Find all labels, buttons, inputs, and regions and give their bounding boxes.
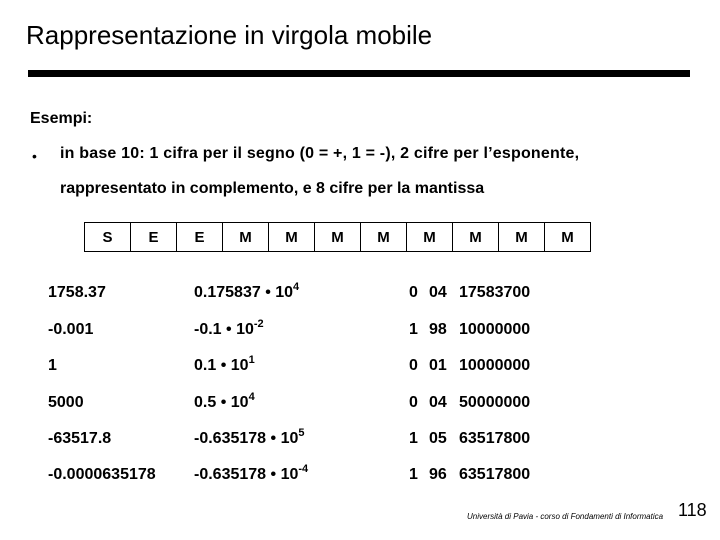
multiply-dot: • bbox=[220, 357, 227, 374]
format-cell-mantissa: M bbox=[315, 223, 361, 252]
mantissa-value: 0.5 bbox=[194, 394, 217, 411]
base-value: 10 bbox=[280, 466, 299, 483]
encoded-sign: 1 bbox=[409, 430, 418, 447]
exponent-value: -4 bbox=[298, 463, 309, 475]
mantissa-value: 0.175837 bbox=[194, 284, 261, 301]
encoded-form bbox=[409, 321, 530, 339]
encoded-exponent: 04 bbox=[429, 394, 447, 411]
format-cell-sign: S bbox=[85, 223, 131, 252]
normalized-form bbox=[194, 463, 309, 484]
multiply-dot: • bbox=[270, 466, 277, 483]
slide-title: Rappresentazione in virgola mobile bbox=[26, 20, 433, 50]
base-value: 10 bbox=[275, 284, 294, 301]
format-cell-mantissa: M bbox=[545, 223, 591, 252]
bullet-marker: • bbox=[32, 148, 37, 164]
normalized-form bbox=[194, 427, 305, 448]
format-cell-mantissa: M bbox=[223, 223, 269, 252]
decimal-value: -0.001 bbox=[48, 321, 94, 338]
exponent-value: -2 bbox=[253, 318, 264, 330]
multiply-dot: • bbox=[270, 430, 277, 447]
encoded-exponent: 01 bbox=[429, 357, 447, 374]
encoded-exponent: 04 bbox=[429, 284, 447, 301]
section-label: Esempi: bbox=[30, 110, 93, 127]
decimal-value: 1758.37 bbox=[48, 284, 106, 301]
multiply-dot: • bbox=[226, 321, 232, 338]
normalized-form bbox=[194, 354, 255, 375]
exponent-value: 4 bbox=[293, 281, 300, 293]
multiply-dot: • bbox=[265, 284, 271, 301]
format-cell-mantissa: M bbox=[269, 223, 315, 252]
example-row bbox=[0, 318, 720, 345]
encoded-mantissa: 10000000 bbox=[459, 321, 531, 338]
mantissa-value: -0.1 bbox=[194, 321, 222, 338]
mantissa-value: -0.635178 bbox=[194, 466, 267, 483]
encoded-mantissa: 10000000 bbox=[459, 357, 531, 374]
base-value: 10 bbox=[236, 321, 254, 338]
encoded-mantissa: 63517800 bbox=[459, 466, 531, 483]
encoded-form bbox=[409, 284, 530, 302]
example-row bbox=[0, 427, 720, 454]
encoded-sign: 1 bbox=[409, 321, 418, 338]
exponent-value: 1 bbox=[248, 354, 255, 366]
example-row bbox=[0, 281, 720, 308]
encoded-sign: 0 bbox=[409, 284, 418, 301]
decimal-value: -63517.8 bbox=[48, 430, 112, 447]
base-value: 10 bbox=[230, 357, 249, 374]
bullet-text-line-1: in base 10: 1 cifra per il segno (0 = +, 1 = -), 2 cifre per l’esponente, bbox=[60, 145, 580, 162]
format-cell-mantissa: M bbox=[453, 223, 499, 252]
encoded-exponent: 98 bbox=[429, 321, 447, 338]
decimal-value: 5000 bbox=[48, 394, 84, 411]
page-number: 118 bbox=[678, 500, 707, 520]
encoded-exponent: 05 bbox=[429, 430, 447, 447]
format-cell-mantissa: M bbox=[361, 223, 407, 252]
encoded-sign: 0 bbox=[409, 357, 418, 374]
mantissa-value: -0.635178 bbox=[194, 430, 267, 447]
encoded-sign: 0 bbox=[409, 394, 418, 411]
base-value: 10 bbox=[230, 394, 249, 411]
format-row bbox=[85, 223, 591, 252]
encoded-form bbox=[409, 430, 530, 448]
exponent-value: 5 bbox=[298, 427, 305, 439]
normalized-form bbox=[194, 318, 264, 339]
format-table bbox=[84, 222, 591, 252]
encoded-mantissa: 50000000 bbox=[459, 394, 531, 411]
encoded-sign: 1 bbox=[409, 466, 418, 483]
encoded-exponent: 96 bbox=[429, 466, 447, 483]
example-row bbox=[0, 391, 720, 418]
example-row bbox=[0, 463, 720, 490]
mantissa-value: 0.1 bbox=[194, 357, 217, 374]
example-row bbox=[0, 354, 720, 381]
format-cell-exponent: E bbox=[131, 223, 177, 252]
multiply-dot: • bbox=[220, 394, 227, 411]
format-cell-mantissa: M bbox=[499, 223, 545, 252]
title-divider bbox=[28, 70, 690, 77]
encoded-mantissa: 17583700 bbox=[459, 284, 531, 301]
encoded-form bbox=[409, 357, 530, 375]
normalized-form bbox=[194, 391, 255, 412]
base-value: 10 bbox=[280, 430, 299, 447]
encoded-mantissa: 63517800 bbox=[459, 430, 531, 447]
format-cell-exponent: E bbox=[177, 223, 223, 252]
decimal-value: -0.0000635178 bbox=[48, 466, 156, 483]
format-cell-mantissa: M bbox=[407, 223, 453, 252]
footer-credit: Università di Pavia - corso di Fondamenti di Informatica bbox=[467, 512, 664, 521]
encoded-form bbox=[409, 394, 530, 412]
decimal-value: 1 bbox=[48, 357, 57, 374]
exponent-value: 4 bbox=[248, 391, 255, 403]
normalized-form bbox=[194, 281, 300, 302]
bullet-text-line-2: rappresentato in complemento, e 8 cifre per la mantissa bbox=[60, 180, 485, 197]
encoded-form bbox=[409, 466, 530, 484]
